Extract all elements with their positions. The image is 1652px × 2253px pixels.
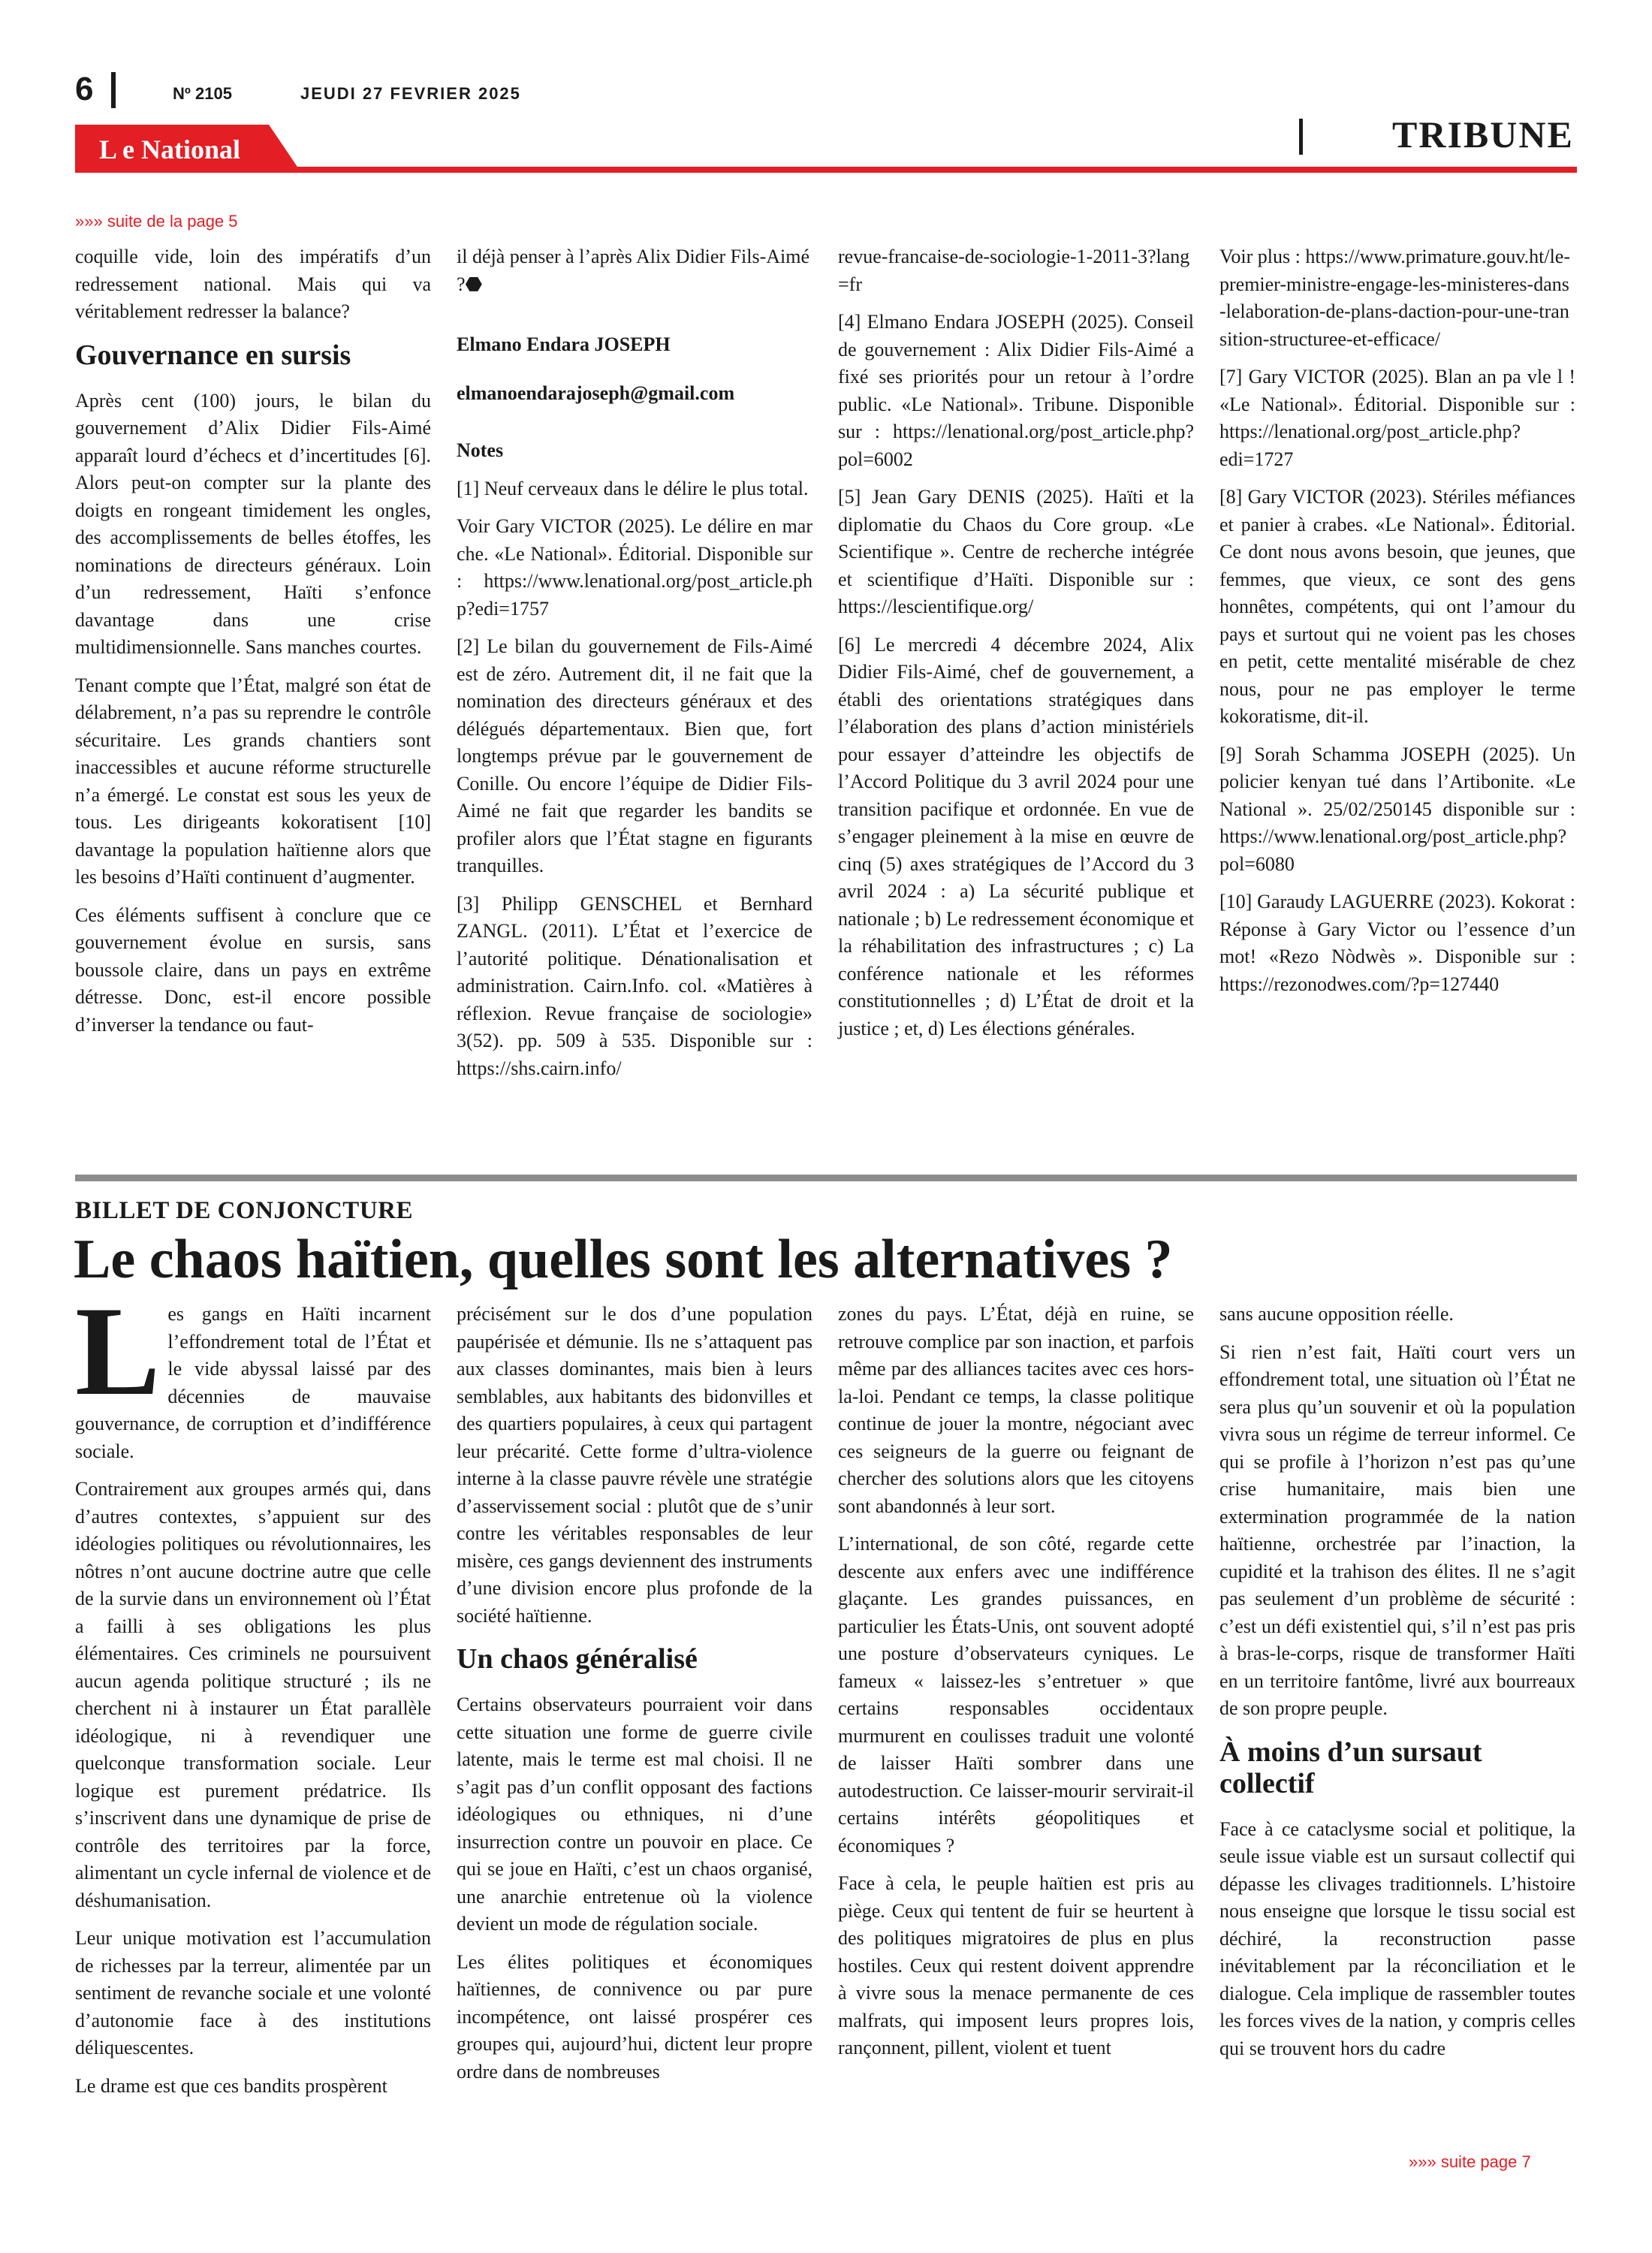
- note: [1] Neuf cerveaux dans le délire le plus total.: [457, 477, 809, 499]
- notes-title: Notes: [457, 439, 504, 461]
- note: [4] Elmano Endara JOSEPH (2025). Conseil de gouvernement : Alix Didier Fils-Aimé a fixé ses priorités pour un retour à l’ordre public. «Le National». Tribune. Disponible sur : https://lenational.org/post_article.php?pol=6002: [838, 311, 1194, 470]
- author-name: Elmano Endara JOSEPH: [457, 333, 671, 355]
- article-column-2: [457, 1301, 812, 2096]
- paragraph: coquille vide, loin des impératifs d’un redressement national. Mais qui va véritablement redresser la balance?: [75, 246, 431, 322]
- header-rule: [75, 167, 1577, 173]
- paragraph: Ces éléments suffisent à conclure que ce gouvernement évolue en sursis, sans boussole claire, dans un pays en extrême détresse. Donc, est-il encore possible d’inverser la tendance ou faut-: [75, 903, 431, 1036]
- subheading: Gouvernance en sursis: [75, 339, 351, 371]
- author-email: elmanoendarajoseph@gmail.com: [457, 382, 735, 404]
- note: [2] Le bilan du gouvernement de Fils-Aimé est de zéro. Autrement dit, il ne fait que la nomination des directeurs généraux et des délégués départementaux. Bien que, fort longtemps prévue par le gouvernement de Conille. Ou encore l’équipe de Didier Fils-Aimé ne fait que regarder les bandits se profiler alors que l’État stagne en figurants tranquilles.: [457, 635, 812, 876]
- paragraph: Le drame est que ces bandits prospèrent: [75, 2074, 387, 2097]
- note: [9] Sorah Schamma JOSEPH (2025). Un policier kenyan tué dans l’Artibonite. «Le National ». 25/02/250145 disponible sur : https://www.lenational.org/post_article.php?pol=6080: [1219, 743, 1575, 875]
- issue-number: Nº 2105: [173, 84, 232, 103]
- continued-to: »»» suite page 7: [1409, 2152, 1531, 2171]
- note: [5] Jean Gary DENIS (2025). Haïti et la diplomatie du Chaos du Core group. «Le Scientifique ». Centre de recherche intégrée et scientifique d’Haïti. Disponible sur : https://lescientifique.org/: [838, 486, 1194, 617]
- paragraph: il déjà penser à l’après Alix Didier Fils-Aimé ?⬣: [457, 246, 810, 295]
- note: [6] Le mercredi 4 décembre 2024, Alix Didier Fils-Aimé, chef de gouvernement, a établi des orientations stratégiques dans l’élaboration des plans d’action ministériels pour essayer d’atteindre les objectifs de l’Accord Politique du 3 avril 2024 pour une transition pacifique et ordonnée. En vue de s’engager pleinement à la mise en œuvre de cinq (5) axes stratégiques de l’Accord du 3 avril 2024 : a) La sécurité publique et nationale ; b) Le redressement économique et la réhabilitation des infrastructures ; c) La conférence nationale et les réformes constitutionnelles ; d) L’État de droit et la justice ; et, d) Les élections générales.: [838, 633, 1194, 1039]
- subheading: Un chaos généralisé: [457, 1643, 698, 1675]
- paragraph: Tenant compte que l’État, malgré son état de délabrement, n’a pas su reprendre le contrôle sécuritaire. Les grands chantiers sont inaccessibles et aucune réforme structurelle n’a émergé. Le constat est sous les yeux de tous. Les dirigeants kokoratisent [10] davantage la population haïtienne alors que les besoins d’Haïti continuent d’augmenter.: [75, 674, 431, 888]
- paragraph: Si rien n’est fait, Haïti court vers un effondrement total, une situation où l’État ne sera plus qu’un souvenir et où la population vivra sous un régime de terreur informel. Ce qui se profile à l’horizon n’est pas qu’une crise humanitaire, mais bien une extermination programmée de la nation haïtienne, orchestrée par l’inaction, la cupidité et la trahison des élites. Il ne s’agit pas seulement d’un problème de sécurité : c’est un défi existentiel qui, s’il n’est pas pris à bras-le-corps, risque de transformer Haïti en un territoire fantôme, livré aux bourreaux de son propre peuple.: [1219, 1341, 1575, 1719]
- paragraph: [75, 1280, 431, 1465]
- note: [3] Philipp GENSCHEL et Bernhard ZANGL. (2011). L’État et l’exercice de l’autorité politique. Dénationalisation et administration. Cairn.Info. col. «Matières à réflexion. Revue française de sociologie» 3(52). pp. 509 à 535. Disponible sur : https://shs.cairn.info/: [457, 892, 812, 1079]
- top-column-2: [457, 243, 812, 1093]
- note: [10] Garaudy LAGUERRE (2023). Kokorat : Réponse à Gary Victor ou l’essence d’un mot! «Rezo Nòdwès ». Disponible sur : https://rezonodwes.com/?p=127440: [1219, 891, 1575, 995]
- paragraph: Face à cela, le peuple haïtien est pris au piège. Ceux qui tentent de fuir se heurtent à des politiques migratoires de plus en plus hostiles. Ceux qui restent doivent apprendre à vivre sous la menace permanente de ces malfrats, qui imposent leurs propres lois, rançonnent, pillent, violent et tuent: [838, 1872, 1194, 2058]
- paragraph: zones du pays. L’État, déjà en ruine, se retrouve complice par son inaction, et parfois même par des alliances tacites avec ces hors-la-loi. Pendant ce temps, la classe politique continue de jouer la montre, négociant avec ces seigneurs de la guerre ou feignant de chercher des solutions alors que les citoyens sont abandonnés à leur sort.: [838, 1303, 1194, 1517]
- note: [8] Gary VICTOR (2023). Stériles méfiances et panier à crabes. «Le National». Éditorial. Ce dont nous avons besoin, que jeunes, que femmes, que vieux, ce sont des gens honnêtes, compétents, qui ont l’amour du pays et surtout qui ne voient pas les choses en petit, cette mentalité misérable de chez nous, pour ne pas employer le terme kokoratisme, dit-il.: [1219, 486, 1575, 727]
- top-column-3: [838, 243, 1194, 1053]
- paragraph: Certains observateurs pourraient voir dans cette situation une forme de guerre civile latente, mais le terme est mal choisi. Il ne s’agit pas d’un conflit opposant des factions idéologiques ou ethniques, ni d’une insurrection contre un pouvoir en place. Ce qui se joue en Haïti, c’est un chaos organisé, une anarchie entretenue où la violence devient un mode de régulation sociale.: [457, 1694, 812, 1935]
- article-headline: Le chaos haïtien, quelles sont les alternatives ?: [74, 1229, 1173, 1290]
- subheading: À moins d’un sursaut collectif: [1219, 1736, 1482, 1799]
- note: Voir Gary VICTOR (2025). Le délire en marche. «Le National». Éditorial. Disponible sur : https://www.lenational.org/post_article.php?edi=1757: [457, 515, 812, 620]
- section-title: TRIBUNE: [1392, 113, 1574, 155]
- article-column-4: [1219, 1301, 1575, 2073]
- section-divider: [1299, 119, 1303, 155]
- top-column-4: [1219, 243, 1575, 1009]
- paragraph: sans aucune opposition réelle.: [1219, 1303, 1454, 1325]
- paragraph: Les élites politiques et économiques haïtiennes, de connivence ou par pure incompétence, ont laissé prospérer ces groupes qui, aujourd’hui, dictent leur propre ordre dans de nombreuses: [457, 1950, 812, 2083]
- article-divider: [75, 1175, 1577, 1181]
- paragraph: Après cent (100) jours, le bilan du gouvernement d’Alix Didier Fils-Aimé apparaît lourd d’échecs et d’incertitudes [6]. Alors peut-on compter sur la plante des doigts en rongeant timidement les ongles, des accomplissements de belles étoffes, les nominations de directeurs généraux. Loin d’un redressement, Haïti s’enfonce davantage dans une crise multidimensionnelle. Sans manches courtes.: [75, 389, 431, 658]
- paragraph: Contrairement aux groupes armés qui, dans d’autres contextes, s’appuient sur des idéologies politiques ou révolutionnaires, les nôtres n’ont aucune doctrine autre que celle de la survie dans un environnement où l’État a failli à ses obligations les plus élémentaires. Ces criminels ne poursuivent aucun agenda politique structuré ; ils ne cherchent ni à instaurer un État parallèle idéologique, ni à revendiquer une quelconque transformation sociale. Leur logique est purement prédatrice. Ils s’inscrivent dans une dynamique de prise de contrôle des territoires par la force, alimentant un cycle infernal de violence et de déshumanisation.: [75, 1478, 431, 1911]
- article-column-1: [75, 1280, 431, 2110]
- note: Voir plus : https://www.primature.gouv.ht/le-premier-ministre-engage-les-ministeres-dans-lelaboration-de-plans-daction-pour-une-transition-structuree-et-efficace/: [1219, 246, 1570, 350]
- article-column-3: [838, 1301, 1194, 2073]
- page-number: 6: [75, 71, 94, 107]
- article-kicker: BILLET DE CONJONCTURE: [75, 1197, 413, 1224]
- paragraph: L’international, de son côté, regarde cette descente aux enfers avec une indifférence glaçante. Les grandes puissances, en particulier les États-Unis, ont souvent adopté une posture d’observateurs cyniques. Le fameux « laissez-les s’entretuer » que certains responsables occidentaux murmurent en coulisses traduit une volonté de laisser Haïti sombrer dans une autodestruction. Ce laisser-mourir servirait-il certains intérêts géopolitiques et économiques ?: [838, 1533, 1194, 1856]
- continued-from: »»» suite de la page 5: [75, 212, 238, 231]
- drop-cap: L: [75, 1280, 161, 1422]
- header-divider: [111, 72, 116, 108]
- top-column-1: [75, 243, 431, 1049]
- paragraph: Leur unique motivation est l’accumulation de richesses par la terreur, alimentée par un sentiment de revanche sociale et une volonté d’autonomie face à des institutions déliquescentes.: [75, 1927, 431, 2058]
- lead-text: es gangs en Haïti incarnent l’effondrement total de l’État et le vide abyssal laissé par des décennies de mauvaise gouvernance, de corruption et d’indifférence sociale.: [75, 1303, 431, 1462]
- note: [7] Gary VICTOR (2025). Blan an pa vle l ! «Le National». Éditorial. Disponible sur : https://lenational.org/post_article.php?edi=1727: [1219, 366, 1575, 470]
- note: revue-francaise-de-sociologie-1-2011-3?lang=fr: [838, 246, 1190, 295]
- issue-date: JEUDI 27 FEVRIER 2025: [300, 84, 521, 103]
- paragraph: précisément sur le dos d’une population paupérisée et démunie. Ils ne s’attaquent pas aux classes dominantes, mais bien à leurs semblables, aux habitants des bidonvilles et des quartiers populaires, à ceux qui partagent leur précarité. Cette forme d’ultra-violence interne à la classe pauvre révèle une stratégie d’asservissement social : plutôt que de s’unir contre les véritables responsables de leur misère, ces gangs deviennent des instruments d’une division encore plus profonde de la société haïtienne.: [457, 1303, 812, 1627]
- paragraph: Face à ce cataclysme social et politique, la seule issue viable est un sursaut collectif qui dépasse les clivages traditionnels. L’histoire nous enseigne que lorsque le tissu social est déchiré, la reconstruction passe inévitablement par la réconciliation et le dialogue. Cela implique de rassembler toutes les forces vives de la nation, y compris celles qui se trouvent hors du cadre: [1219, 1817, 1575, 2059]
- newspaper-logo: L e National: [99, 134, 241, 164]
